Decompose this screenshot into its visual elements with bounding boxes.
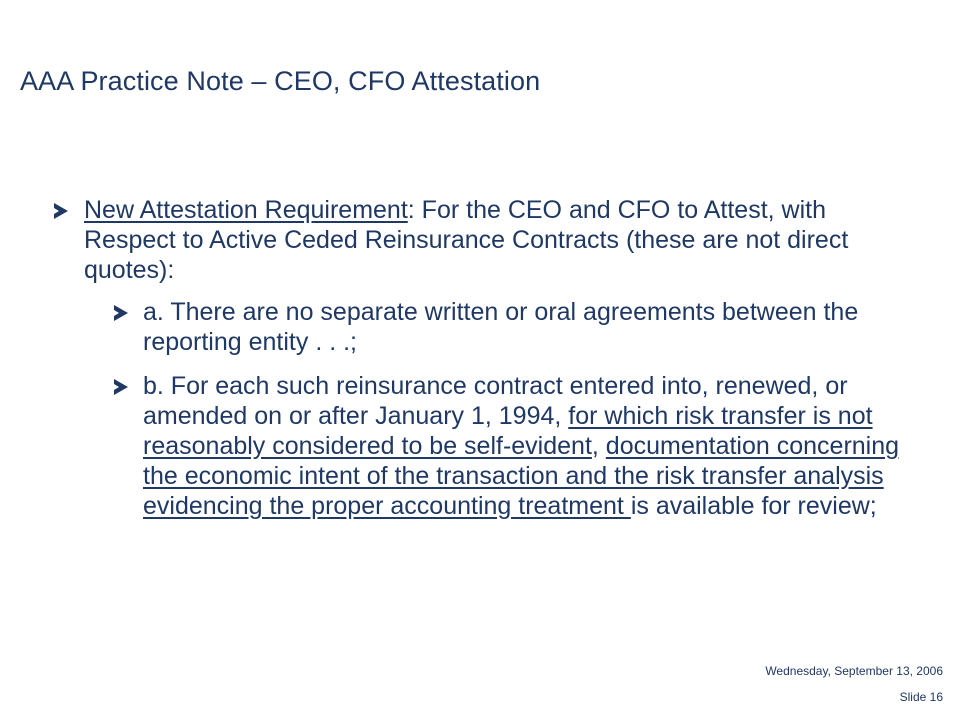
bullet-a <box>52 297 913 357</box>
bullet-b-underlined-1: for which risk transfer is not reasonably considered to be self-evident <box>143 402 873 460</box>
arrow-bullet-icon <box>54 203 68 219</box>
bullet-b-underlined-2: documentation concerning the economic intent of the transaction and the risk transfer analysis evidencing the proper accounting treatment <box>143 432 900 520</box>
slide-body <box>52 195 932 521</box>
bullet-b-tail: is available for review; <box>630 492 877 520</box>
slide-number: Slide 16 <box>899 690 943 704</box>
bullet-a-text: a. There are no separate written or oral agreements between the reporting entity . . .; <box>143 298 859 356</box>
bullet-new-attestation <box>52 195 904 285</box>
arrow-bullet-icon <box>114 379 128 395</box>
bullet-heading-underlined: New Attestation Requirement <box>84 196 408 224</box>
bullet-b-mid: , <box>591 432 606 460</box>
footer-date: Wednesday, September 13, 2006 <box>765 664 943 678</box>
bullet-b <box>52 371 913 521</box>
bullet-text: : For the CEO and CFO to Attest, with Respect to Active Ceded Reinsurance Contracts (these are not direct quotes): <box>84 196 849 284</box>
slide-title: AAA Practice Note – CEO, CFO Attestation <box>20 66 541 96</box>
arrow-bullet-icon <box>114 305 128 321</box>
bullet-b-lead: b. For each such reinsurance contract entered into, renewed, or amended on or after January 1, 1994, <box>143 372 848 430</box>
